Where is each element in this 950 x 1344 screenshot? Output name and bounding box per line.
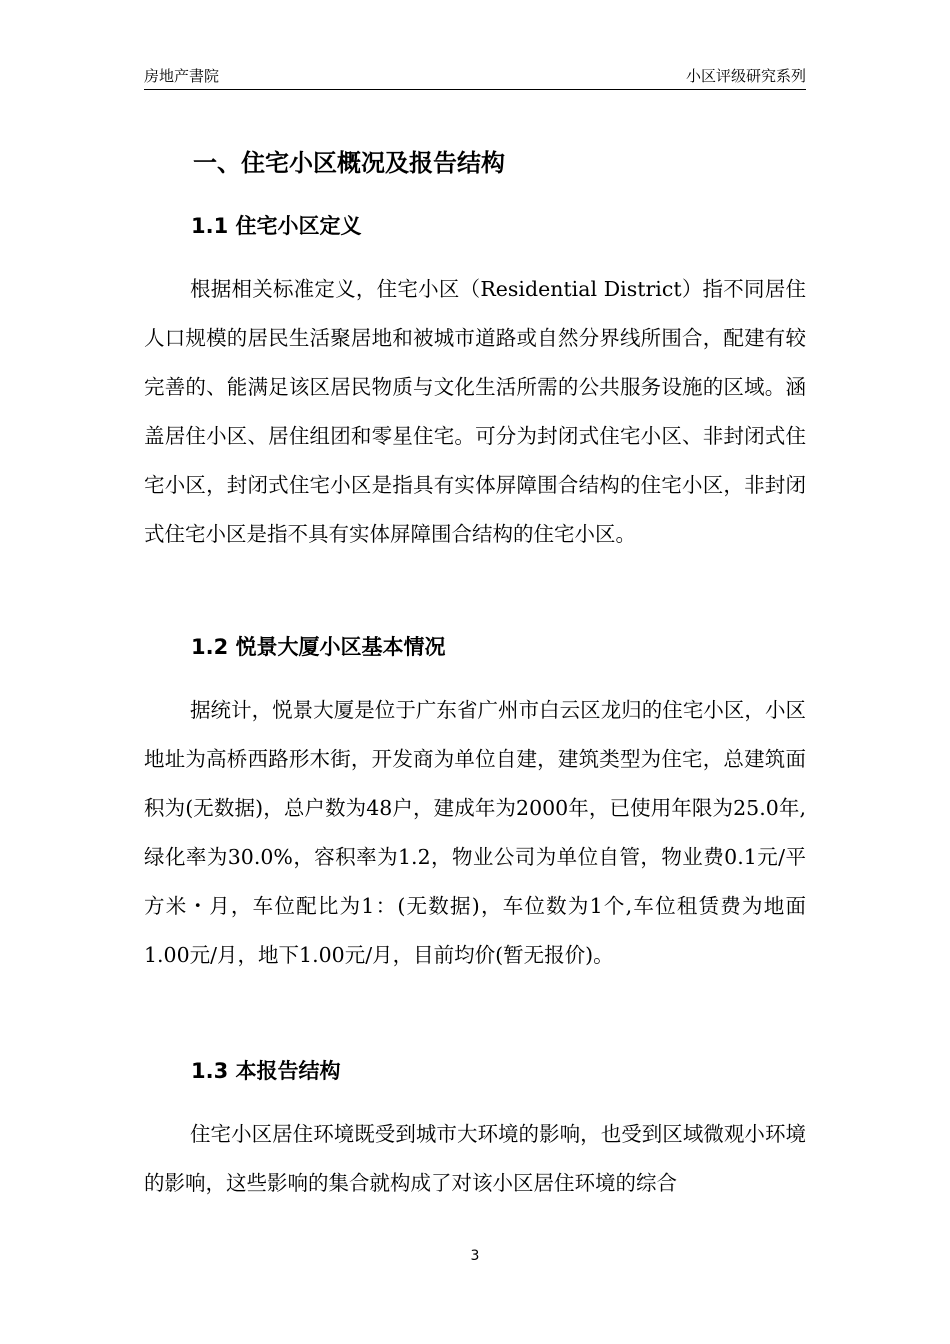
- subsection-title-1-1: 1.1 住宅小区定义: [191, 214, 362, 238]
- header-right-text: 小区评级研究系列: [685, 67, 806, 85]
- page-number: 3: [470, 1248, 480, 1264]
- subsection-title-1-3: 1.3 本报告结构: [191, 1059, 341, 1083]
- section-title: 一、住宅小区概况及报告结构: [193, 149, 505, 177]
- paragraph-basic-info: 据统计，悦景大厦是位于广东省广州市白云区龙归的住宅小区，小区地址为高桥西路形木街，开发商为单位自建，建筑类型为住宅，总建筑面积为(无数据)，总户数为48户，建成年为2000年，已使用年限为25.0年,绿化率为30.0%，容积率为1.2，物业公司为单位自管，物业费0.1元/平方米・月，车位配比为1：(无数据)，车位数为1个,车位租赁费为地面1.00元/月，地下1.00元/月，目前均价(暂无报价)。: [144, 698, 806, 967]
- header-left-text: 房地产書院: [144, 67, 220, 85]
- paragraph-report-structure: 住宅小区居住环境既受到城市大环境的影响，也受到区域微观小环境的影响，这些影响的集合就构成了对该小区居住环境的综合: [144, 1122, 806, 1195]
- header-divider: [144, 89, 806, 90]
- paragraph-definition: 根据相关标准定义，住宅小区（Residential District）指不同居住人口规模的居民生活聚居地和被城市道路或自然分界线所围合，配建有较完善的、能满足该区居民物质与文化生活所需的公共服务设施的区域。涵盖居住小区、居住组团和零星住宅。可分为封闭式住宅小区、非封闭式住宅小区，封闭式住宅小区是指具有实体屏障围合结构的住宅小区，非封闭式住宅小区是指不具有实体屏障围合结构的住宅小区。: [144, 277, 806, 546]
- subsection-title-1-2: 1.2 悦景大厦小区基本情况: [191, 635, 446, 659]
